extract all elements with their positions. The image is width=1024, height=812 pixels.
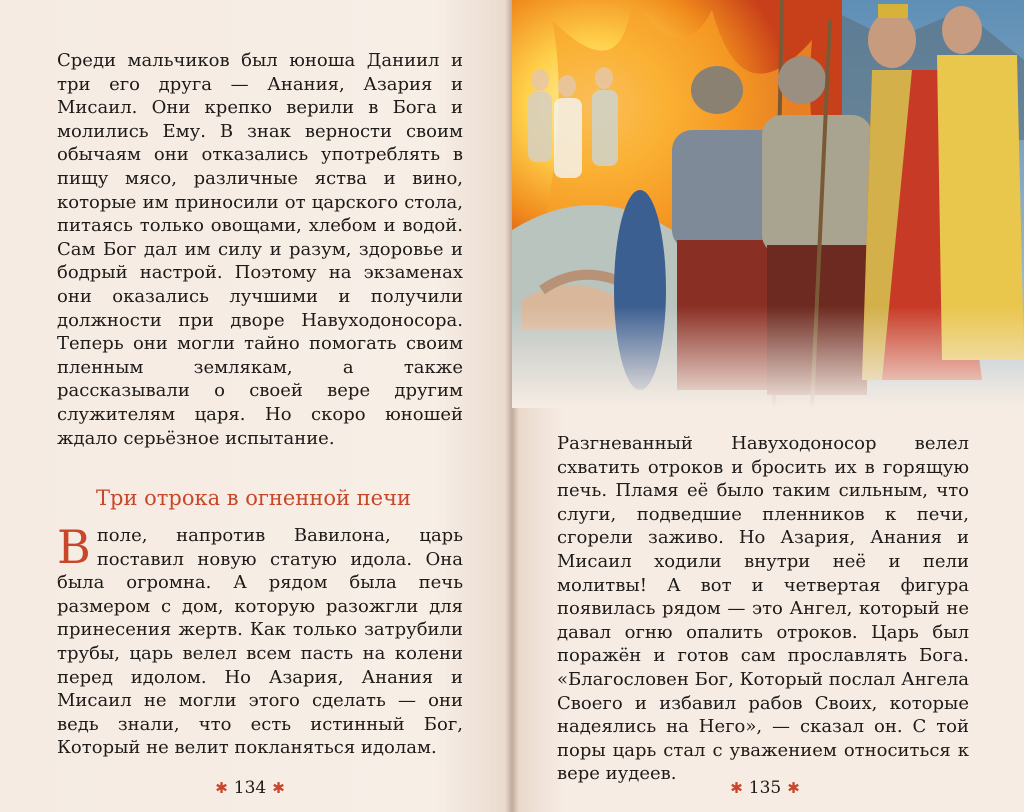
illustration-artwork — [512, 0, 1024, 408]
page-number-text: 135 — [748, 778, 782, 798]
page-number-right — [705, 778, 825, 798]
ornament-star-icon: ✱ — [730, 779, 743, 797]
drop-cap: В — [57, 520, 91, 574]
ornament-star-icon: ✱ — [215, 779, 228, 797]
chapter-heading: Три отрока в огненной печи — [96, 486, 411, 510]
page-number-text: 134 — [233, 778, 267, 798]
page-number-left — [190, 778, 310, 798]
ornament-star-icon: ✱ — [787, 779, 800, 797]
illustration-fiery-furnace — [512, 0, 1024, 408]
chapter-paragraph-text: поле, напротив Вавилона, царь поставил новую статую идола. Она была огромна. А рядом была печь размером с дом, которую разожгли для принесения жертв. Как только затрубили трубы, царь велел всем пасть на колени перед идолом. Но Азария, Анания и Мисаил не могли этого сделать — они ведь знали, что есть истинный Бог, Который не велит покланяться идолам. — [57, 525, 463, 759]
left-paragraph-chapter — [57, 520, 463, 760]
right-paragraph: Разгневанный Навуходоносор велел схватить отроков и бросить их в горящую печь. Пламя её было таким сильным, что слуги, подведшие пленников к печи, сгорели заживо. Но Азария, Анания и Мисаил ходили внутри неё и пели молитвы! А вот и четвертая фигура появилась рядом — это Ангел, который не давал огню опалить отроков. Царь был поражён и готов сам прославлять Бога. «Благословен Бог, Который послал Ангела Своего и избавил рабов Своих, которые надеялись на Него», — сказал он. С той поры царь стал с уважением относиться к вере иудеев. — [557, 433, 969, 785]
left-paragraph-intro: Среди мальчиков был юноша Даниил и три его друга — Анания, Азария и Мисаил. Они крепко верили в Бога и молились Ему. В знак верности своим обычаям они отказались употреблять в пищу мясо, различные яства и вино, которые им приносили от царского стола, питаясь только овощами, хлебом и водой. Сам Бог дал им силу и разум, здоровье и бодрый настрой. Поэтому на экзаменах они оказались лучшими и получили должности при дворе Навуходоносора. Теперь они могли тайно помогать своим пленным землякам, а также рассказывали о своей вере другим служителям царя. Но скоро юношей ждало серьёзное испытание. — [57, 50, 463, 449]
ornament-star-icon: ✱ — [272, 779, 285, 797]
